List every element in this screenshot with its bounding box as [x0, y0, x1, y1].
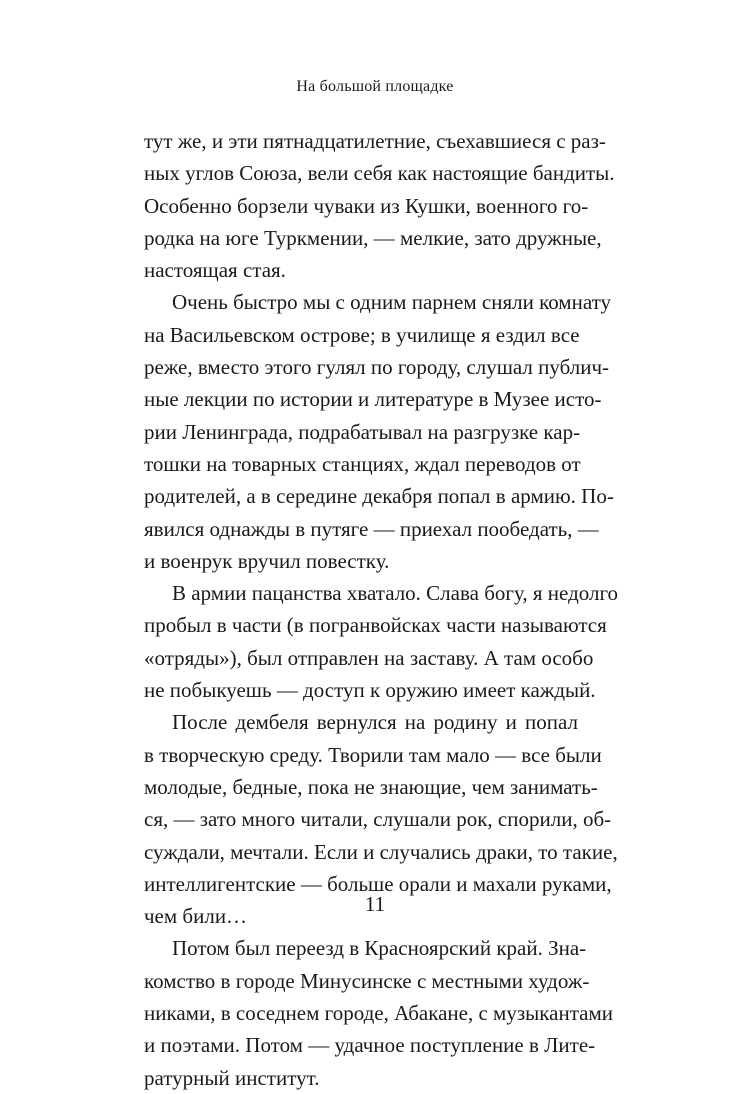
text-line: рии Ленинграда, подрабатывал на разгрузке кар-	[144, 419, 581, 444]
text-line: никами, в соседнем городе, Абакане, с музыкантами	[144, 1001, 613, 1026]
text-line: В армии пацанства хватало. Слава богу, я недолго	[172, 581, 619, 606]
page-number: 11	[364, 892, 386, 916]
text-line: тошки на товарных станциях, ждал переводов от	[144, 451, 581, 476]
text-line: комство в городе Минусинске с местными худож-	[144, 968, 590, 993]
text-line: и поэтами. Потом — удачное поступление в Лите-	[144, 1033, 596, 1058]
text-line: пробыл в части (в погранвойсках части называются	[144, 613, 607, 638]
text-line: После дембеля вернулся на родину и попал	[172, 710, 578, 735]
text-line: ные лекции по истории и литературе в Музее исто-	[144, 387, 602, 412]
text-line: тут же, и эти пятнадцатилетние, съехавшиеся с раз-	[144, 129, 606, 153]
text-line: Очень быстро мы с одним парнем сняли комнату	[172, 290, 612, 315]
text-line: молодые, бедные, пока не знающие, чем занимать-	[144, 774, 598, 799]
text-line: Потом был переезд в Красноярский край. Зна-	[172, 936, 587, 961]
text-line: интеллигентские — больше орали и махали руками,	[144, 871, 612, 896]
text-line: ратурный институт.	[144, 1065, 320, 1090]
text-line: ных углов Союза, вели себя как настоящие бандиты.	[144, 161, 615, 186]
running-head: На большой площадке	[296, 78, 454, 95]
text-line: явился однажды в путяге — приехал пообедать, —	[144, 516, 599, 541]
text-line: и военрук вручил повестку.	[144, 548, 390, 573]
text-line: на Васильевском острове; в училище я ездил все	[144, 322, 580, 347]
text-line: суждали, мечтали. Если и случались драки, то такие,	[144, 839, 618, 864]
body-text	[144, 125, 619, 1094]
text-line: в творческую среду. Творили там мало — все были	[144, 742, 602, 767]
text-line: не побыкуешь — доступ к оружию имеет каждый.	[144, 678, 596, 703]
text-line: ся, — зато много читали, слушали рок, спорили, об-	[144, 807, 612, 832]
text-line: Особенно борзели чуваки из Кушки, военного го-	[144, 193, 589, 218]
text-line: настоящая стая.	[144, 258, 286, 283]
text-line: «отряды»), был отправлен на заставу. А там особо	[144, 645, 594, 670]
text-line: родка на юге Туркмении, — мелкие, зато дружные,	[144, 225, 602, 250]
text-line: чем били…	[144, 904, 248, 929]
text-line: родителей, а в середине декабря попал в армию. По-	[144, 484, 614, 509]
text-line: реже, вместо этого гулял по городу, слушал публич-	[144, 355, 610, 380]
